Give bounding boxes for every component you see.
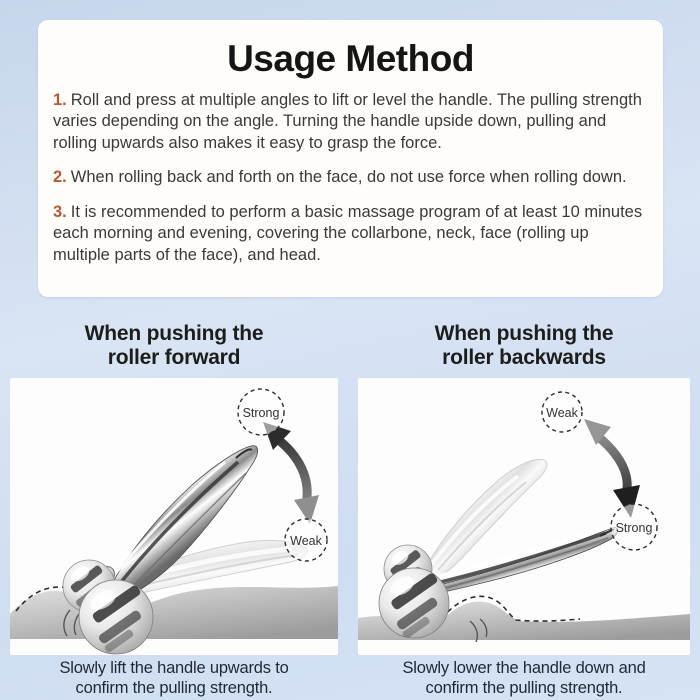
instruction-text-1: Roll and press at multiple angles to lift or level the handle. The pulling strength varies depending on the angle. Turning the handle upside down, pulling and rolling upwards also makes it easy to grasp the force. <box>53 91 642 152</box>
strong-badge <box>611 504 657 550</box>
instruction-number-3: 3. <box>53 202 67 221</box>
roller-ball-large <box>79 580 153 654</box>
caption-forward: Slowly lift the handle upwards to confirm the pulling strength. <box>59 659 289 698</box>
roller-backward-illustration <box>358 378 690 655</box>
page-title: Usage Method <box>227 38 474 79</box>
strong-badge <box>238 389 284 435</box>
weak-badge <box>542 392 582 432</box>
usage-method-card <box>38 20 663 297</box>
skin-surface <box>10 586 338 639</box>
instruction-number-1: 1. <box>53 91 67 109</box>
roller-forward-illustration <box>10 378 338 655</box>
direction-arrow-down-icon <box>584 419 640 518</box>
panel-heading-forward: When pushing the roller forward <box>84 322 264 370</box>
instruction-text-3: It is recommended to perform a basic massage program of at least 10 minutes each morning and evening, covering the collarbone, neck, face (rolling up multiple parts of the face), and head. <box>53 202 643 264</box>
weak-label: Weak <box>290 534 322 548</box>
caption-backward: Slowly lower the handle down and confirm the pulling strength. <box>402 659 646 698</box>
instruction-item-1 <box>53 90 648 154</box>
weak-badge <box>285 519 327 561</box>
illustration-panel-forward <box>10 378 338 655</box>
strong-label: Strong <box>615 521 653 535</box>
instruction-item-3 <box>53 202 648 266</box>
strong-label: Strong <box>242 406 280 420</box>
illustration-panel-backward <box>358 378 690 655</box>
direction-arrow-up-icon <box>263 422 319 524</box>
weak-label: Weak <box>546 406 578 420</box>
instruction-item-2 <box>53 167 648 188</box>
instruction-text-2: When rolling back and forth on the face, do not use force when rolling down. <box>70 168 627 187</box>
panel-heading-backward: When pushing the roller backwards <box>434 322 614 370</box>
instruction-number-2: 2. <box>53 168 67 187</box>
